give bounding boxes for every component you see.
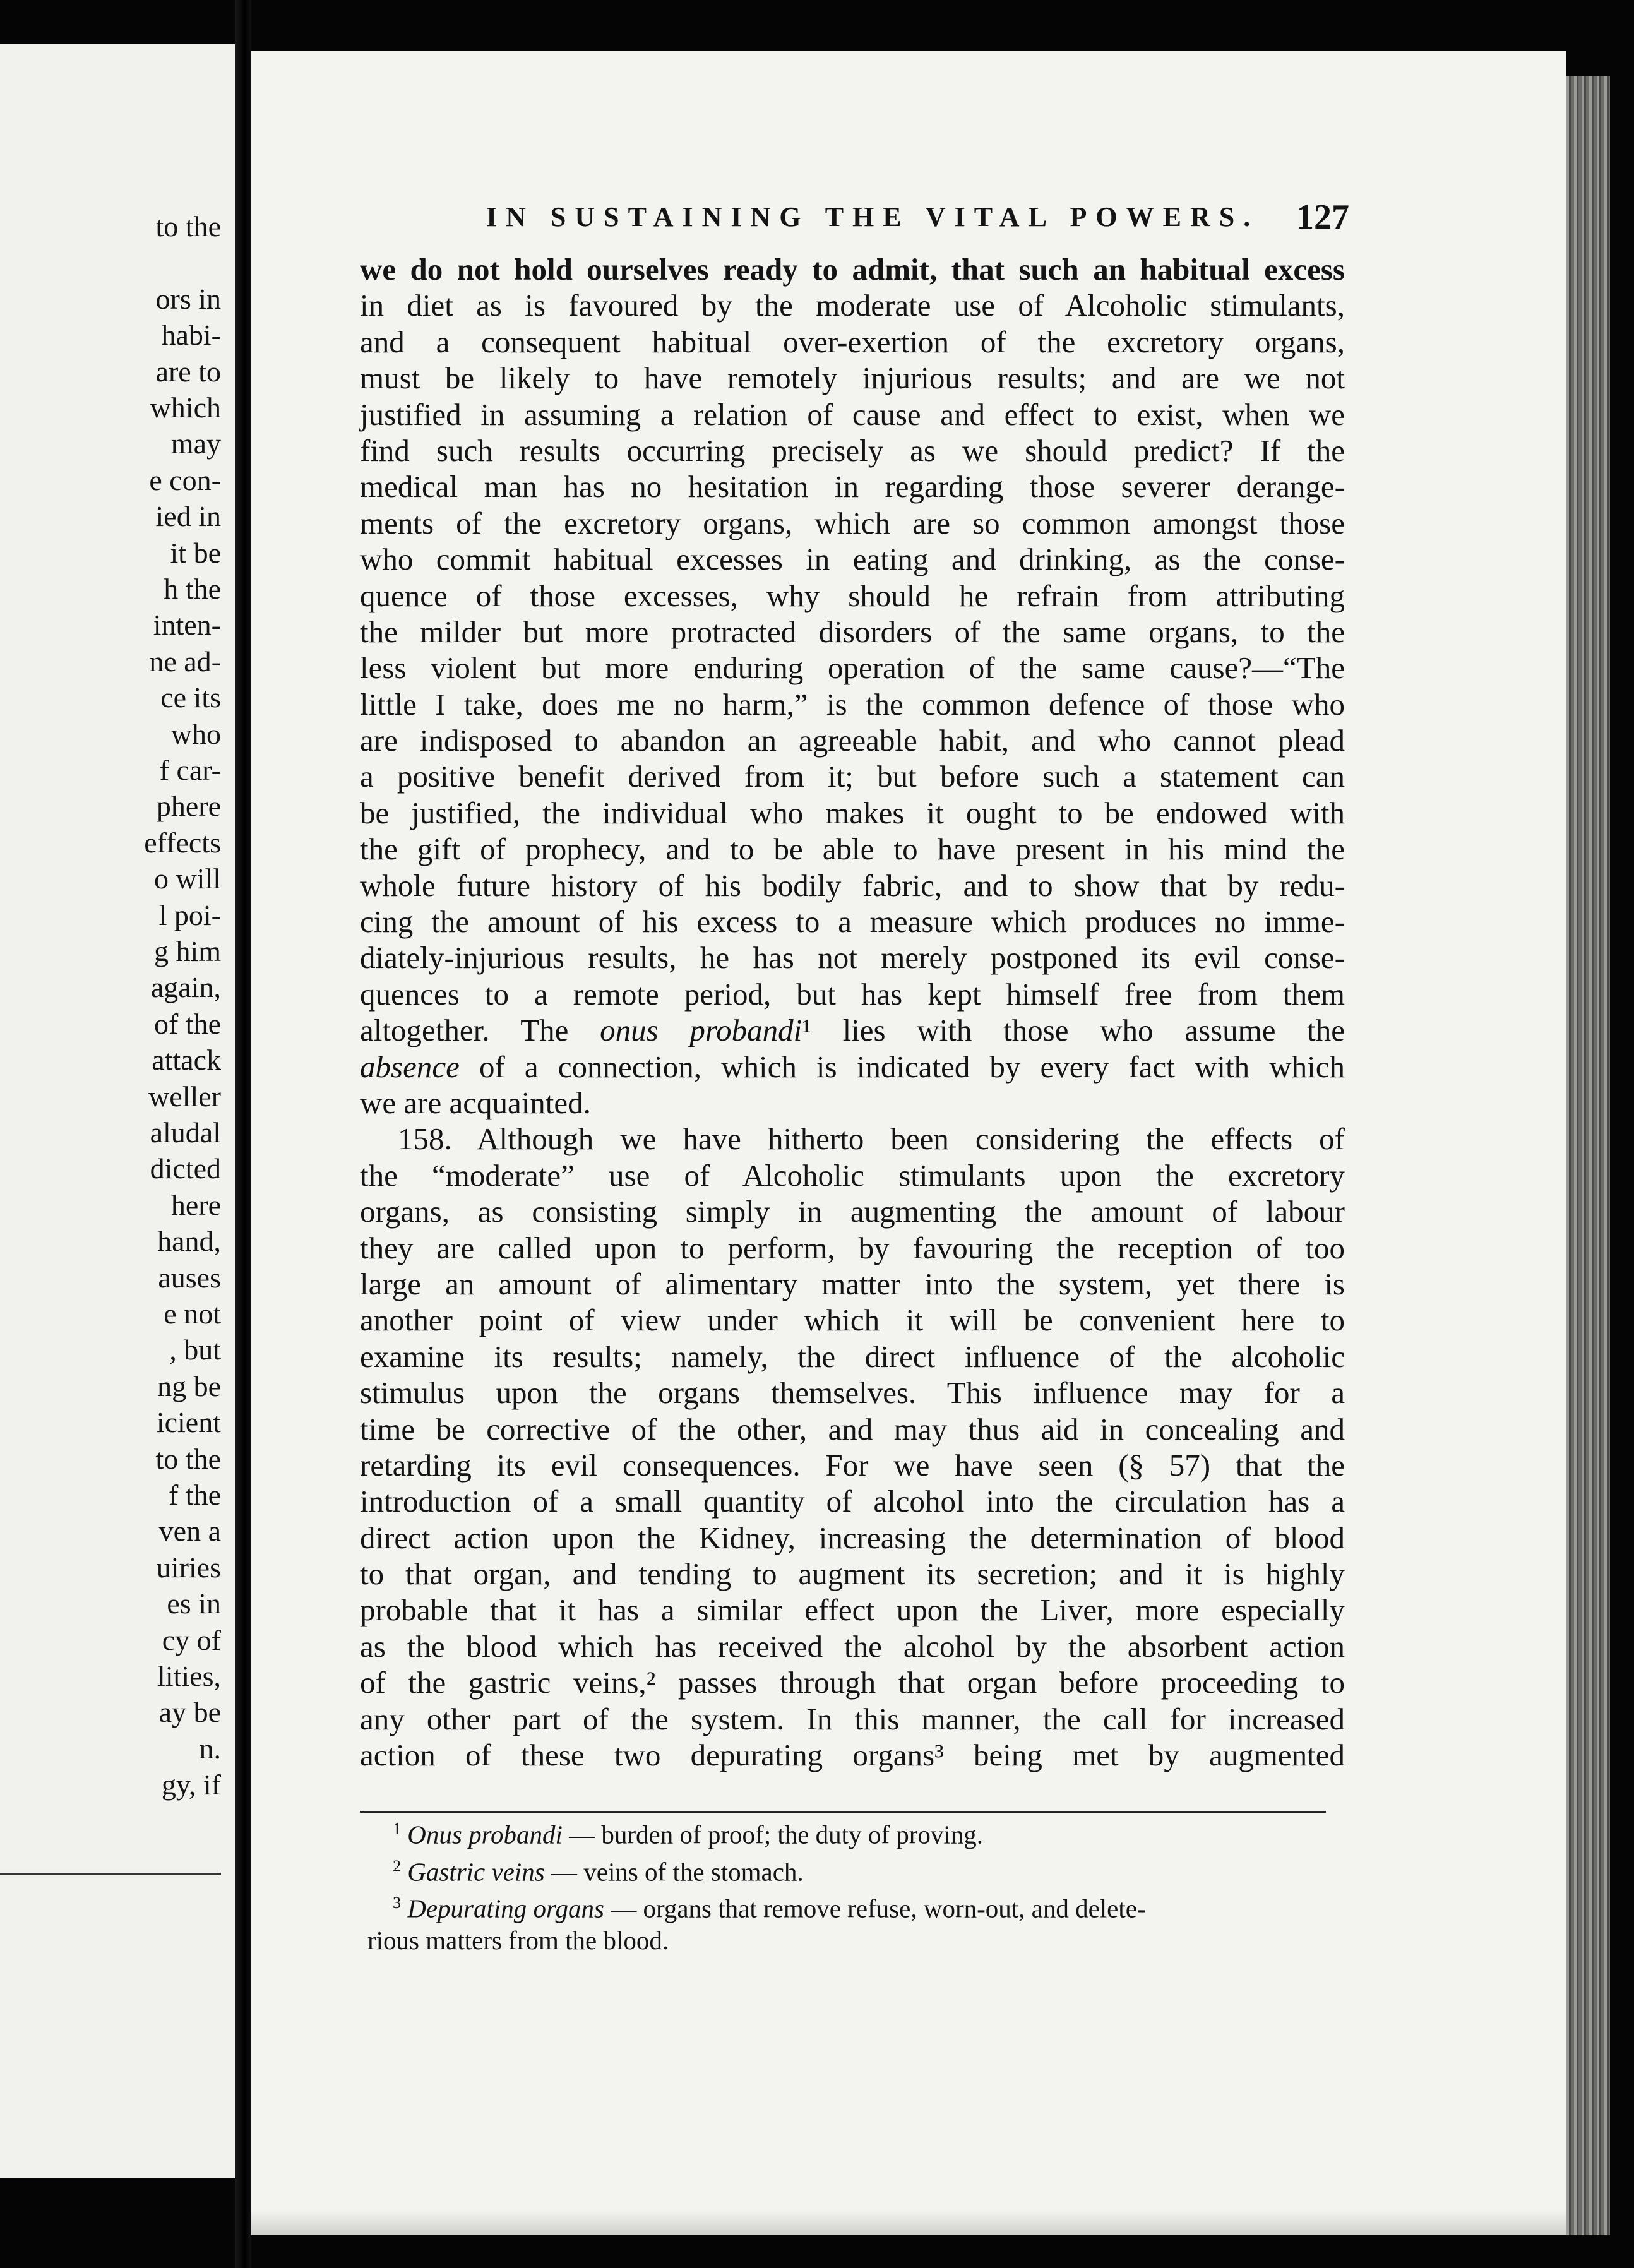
- body-line: we do not hold ourselves ready to admit, that such an habitual excess: [360, 252, 1345, 287]
- footnote-term: Gastric veins: [407, 1857, 545, 1887]
- body-line: in diet as is favoured by the moderate use of Alcoholic stimulants,: [360, 288, 1345, 323]
- body-line: organs, as consisting simply in augmenting the amount of labour: [360, 1194, 1345, 1229]
- previous-page-line: inten-: [153, 609, 221, 642]
- body-line: action of these two depurating organs³ being met by augmented: [360, 1738, 1345, 1773]
- footnote-rule: [360, 1811, 1326, 1813]
- body-line: cing the amount of his excess to a measure which produces no imme-: [360, 904, 1345, 940]
- previous-page-line: es in: [167, 1587, 221, 1620]
- previous-page-line: f the: [168, 1479, 221, 1511]
- footnote: [367, 1813, 1333, 1851]
- previous-page-line: e con-: [149, 463, 221, 496]
- previous-page-line: to the: [155, 1442, 221, 1475]
- body-line: absence of a connection, which is indicated by every fact with which: [360, 1049, 1345, 1084]
- previous-page-line: ne ad-: [149, 645, 221, 677]
- previous-page-line: habi-: [161, 319, 221, 352]
- previous-page-line: g him: [153, 935, 221, 967]
- body-line: 158. Although we have hitherto been considering the effects of: [398, 1121, 1345, 1157]
- previous-page-line: lities,: [157, 1660, 221, 1692]
- body-line: time be corrective of the other, and may thus aid in concealing and: [360, 1411, 1345, 1447]
- body-line: be justified, the individual who makes it ought to be endowed with: [360, 795, 1345, 830]
- previous-page-line: l poi-: [158, 898, 221, 931]
- previous-page-line: it be: [170, 536, 221, 569]
- previous-page-line: phere: [156, 790, 221, 823]
- body-line: are indisposed to abandon an agreeable habit, and who cannot plead: [360, 723, 1345, 758]
- footnote: [367, 1925, 1333, 1956]
- body-line: probable that it has a similar effect upon the Liver, more especially: [360, 1592, 1345, 1628]
- footnotes: [367, 1813, 1333, 1956]
- previous-page-line: gy, if: [161, 1769, 221, 1801]
- footnote-mark: 2: [393, 1856, 401, 1875]
- body-line: any other part of the system. In this manner, the call for increased: [360, 1701, 1345, 1736]
- previous-page-line: ven a: [158, 1515, 221, 1548]
- previous-page-line: hand,: [157, 1225, 221, 1258]
- previous-page-line: uiries: [156, 1551, 221, 1584]
- previous-page-line: o will: [153, 862, 221, 895]
- body-line: the gift of prophecy, and to be able to have present in his mind the: [360, 832, 1345, 867]
- previous-page-line: h the: [164, 573, 221, 605]
- body-text: [360, 251, 1345, 1773]
- previous-page-line: dicted: [150, 1152, 221, 1185]
- previous-page-line: ng be: [157, 1370, 221, 1402]
- previous-page-line: aludal: [150, 1116, 221, 1149]
- body-line: as the blood which has received the alcohol by the absorbent action: [360, 1628, 1345, 1664]
- body-line: large an amount of alimentary matter into the system, yet there is: [360, 1266, 1345, 1301]
- body-line: diately-injurious results, he has not merely postponed its evil conse-: [360, 940, 1345, 976]
- previous-page-line: , but: [169, 1334, 221, 1366]
- footnote-term: Onus probandi: [407, 1820, 563, 1849]
- body-line: the “moderate” use of Alcoholic stimulants upon the excretory: [360, 1157, 1345, 1193]
- page-number: 127: [1296, 198, 1349, 237]
- previous-page-line: of the: [153, 1007, 221, 1040]
- body-line: the milder but more protracted disorders of the same organs, to the: [360, 614, 1345, 649]
- previous-page-line: icient: [156, 1406, 221, 1439]
- footnote-text: — veins of the stomach.: [544, 1857, 804, 1887]
- footnote-text: — burden of proof; the duty of proving.: [562, 1820, 984, 1849]
- footnote: [367, 1851, 1333, 1888]
- body-line: to that organ, and tending to augment its secretion; and it is highly: [360, 1556, 1345, 1592]
- previous-page-line: to the: [155, 210, 221, 242]
- previous-page-line: attack: [152, 1044, 221, 1077]
- footnote-text: — organs that remove refuse, worn-out, and delete-: [604, 1894, 1146, 1923]
- body-line: ments of the excretory organs, which are so common amongst those: [360, 505, 1345, 540]
- previous-page-line: ors in: [155, 282, 221, 315]
- body-line: and a consequent habitual over-exertion of the excretory organs,: [360, 324, 1345, 359]
- body-line: quence of those excesses, why should he refrain from attributing: [360, 578, 1345, 613]
- previous-page-line: cy of: [162, 1623, 221, 1656]
- previous-page-line: auses: [158, 1261, 221, 1294]
- footnote-mark: 1: [393, 1820, 401, 1838]
- previous-page-line: weller: [148, 1080, 221, 1113]
- body-line: quences to a remote period, but has kept himself free from them: [360, 976, 1345, 1012]
- body-line: find such results occurring precisely as we should predict? If the: [360, 433, 1345, 468]
- body-line: direct action upon the Kidney, increasing the determination of blood: [360, 1520, 1345, 1555]
- body-line: they are called upon to perform, by favouring the reception of too: [360, 1230, 1345, 1265]
- body-line: less violent but more enduring operation of the same cause?—“The: [360, 650, 1345, 686]
- body-line: we are acquainted.: [360, 1085, 591, 1120]
- previous-page-line: which: [150, 391, 221, 424]
- body-line: introduction of a small quantity of alcohol into the circulation has a: [360, 1484, 1345, 1519]
- previous-page-line: e not: [164, 1298, 221, 1330]
- previous-page-line: ied in: [155, 500, 221, 533]
- body-line: medical man has no hesitation in regarding those severer derange-: [360, 469, 1345, 504]
- body-line: of the gastric veins,² passes through that organ before proceeding to: [360, 1665, 1345, 1700]
- body-line: justified in assuming a relation of cause and effect to exist, when we: [360, 397, 1345, 432]
- footnote-term: Depurating organs: [407, 1894, 604, 1923]
- body-line: little I take, does me no harm,” is the common defence of those who: [360, 686, 1345, 722]
- body-line: stimulus upon the organs themselves. This influence may for a: [360, 1375, 1345, 1411]
- footnote: [367, 1887, 1333, 1925]
- running-head: IN SUSTAINING THE VITAL POWERS.: [486, 201, 1260, 232]
- previous-page-line: effects: [144, 826, 221, 859]
- body-line: another point of view under which it will be convenient here to: [360, 1303, 1345, 1338]
- previous-page-line: f car-: [159, 754, 221, 786]
- body-line: altogether. The onus probandi¹ lies with those who assume the: [360, 1013, 1345, 1048]
- body-line: who commit habitual excesses in eating and drinking, as the conse-: [360, 542, 1345, 577]
- previous-page-line: who: [170, 717, 221, 750]
- body-line: examine its results; namely, the direct influence of the alcoholic: [360, 1339, 1345, 1374]
- footnote-mark: 3: [393, 1894, 401, 1913]
- body-line: must be likely to have remotely injurious results; and are we not: [360, 361, 1345, 396]
- previous-page-line: ay be: [158, 1696, 221, 1729]
- previous-page-line: n.: [199, 1732, 221, 1765]
- previous-page-footnote-rule: [0, 1873, 221, 1875]
- footnote-text: rious matters from the blood.: [367, 1925, 669, 1955]
- previous-page-line: are to: [155, 355, 221, 388]
- previous-page-fragment: [0, 44, 235, 2178]
- body-line: whole future history of his bodily fabric, and to show that by redu-: [360, 868, 1345, 903]
- previous-page-line: ce its: [160, 681, 221, 714]
- book-gutter: [235, 0, 251, 2268]
- body-line: retarding its evil consequences. For we have seen (§ 57) that the: [360, 1447, 1345, 1483]
- body-line: a positive benefit derived from it; but before such a statement can: [360, 759, 1345, 794]
- page-bottom-shadow: [251, 2210, 1566, 2235]
- previous-page-line: again,: [150, 971, 221, 1004]
- previous-page-line: may: [170, 427, 221, 460]
- previous-page-line: here: [170, 1188, 221, 1221]
